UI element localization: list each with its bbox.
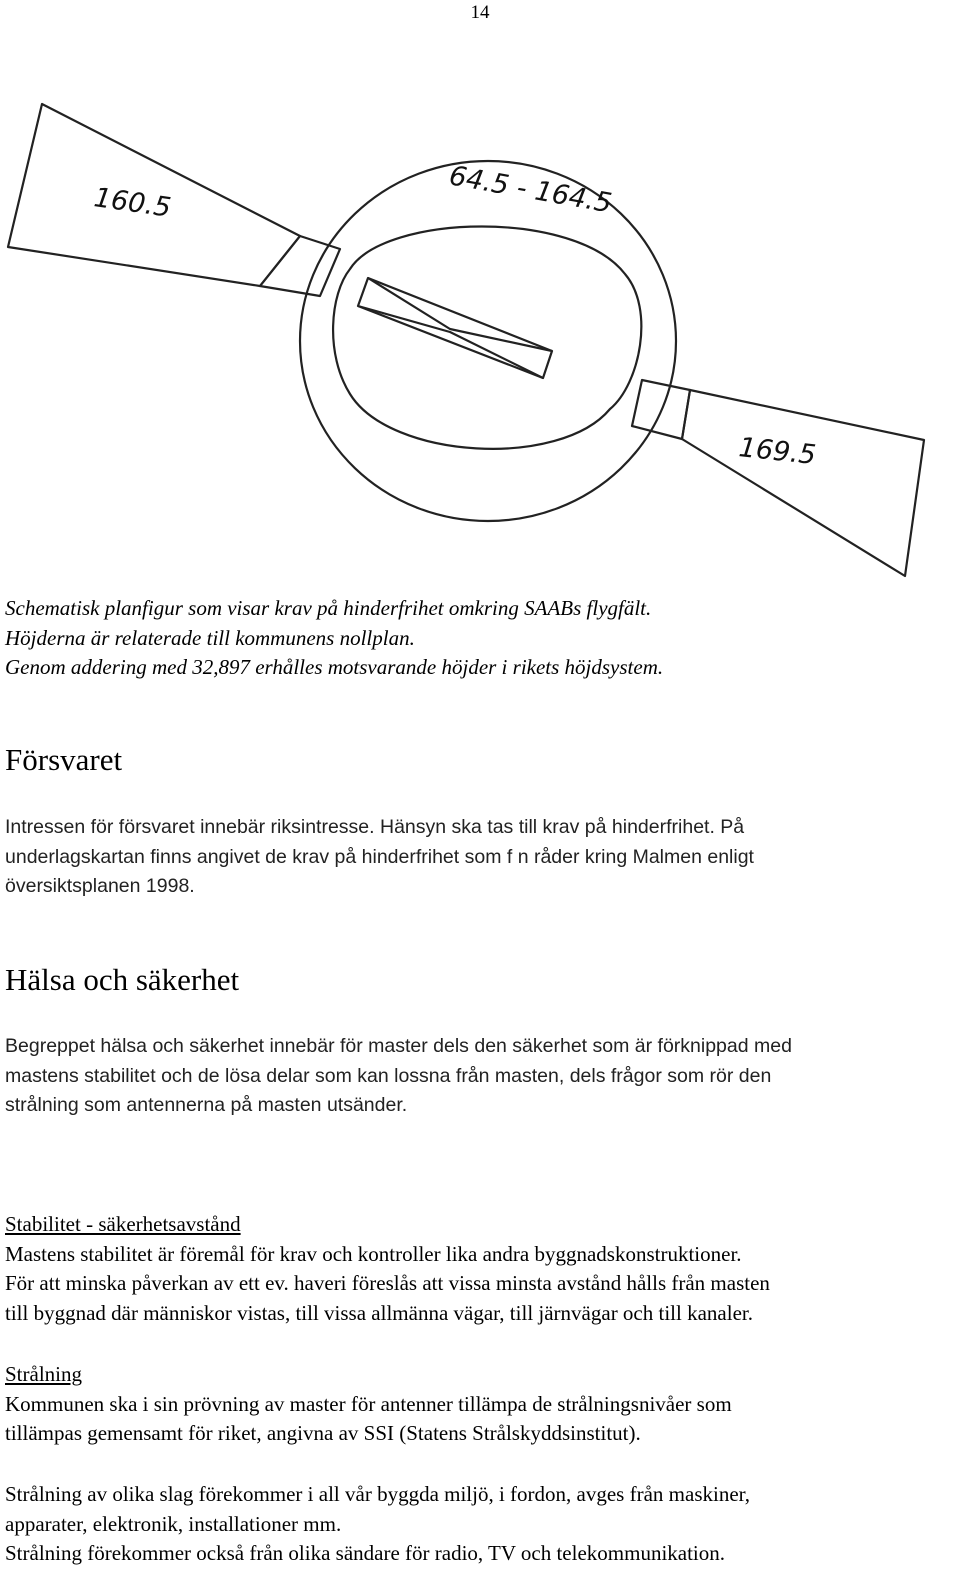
paragraph-line: översiktsplanen 1998. xyxy=(5,875,195,897)
caption-line: Genom addering med 32,897 erhålles motsvarande höjder i rikets höjdsystem. xyxy=(5,655,664,679)
paragraph-line: till byggnad där människor vistas, till vissa allmänna vägar, till järnvägar och till kanaler. xyxy=(5,1300,753,1325)
page-number: 14 xyxy=(470,2,490,23)
paragraph-line: strålning som antennerna på masten utsänder. xyxy=(5,1094,408,1116)
paragraph-line: Kommunen ska i sin prövning av master för antenner tillämpa de strålningsnivåer som xyxy=(5,1391,732,1416)
paragraph-line: Begreppet hälsa och säkerhet innebär för master dels den säkerhet som är förknippad med xyxy=(5,1035,792,1057)
label-right-runway-end: 169.5 xyxy=(737,432,818,472)
caption-line: Höjderna är relaterade till kommunens nollplan. xyxy=(5,625,415,650)
label-left-runway-end: 160.5 xyxy=(92,182,173,224)
stralning-section xyxy=(5,1360,955,1449)
paragraph-line: Mastens stabilitet är föremål för krav och kontroller lika andra byggnadskonstruktioner. xyxy=(5,1241,742,1266)
caption-line: Schematisk planfigur som visar krav på hinderfrihet omkring SAABs flygfält. xyxy=(5,596,652,620)
stabilitet-section xyxy=(5,1210,955,1328)
paragraph-line: Strålning förekommer också från olika sändare för radio, TV och telekommunikation. xyxy=(5,1541,726,1565)
paragraph-line: Intressen för försvaret innebär riksintresse. Hänsyn ska tas till krav på hinderfrihet. På xyxy=(5,816,745,838)
airfield-sketch-svg xyxy=(0,64,960,594)
subheading-stabilitet: Stabilitet - säkerhetsavstånd xyxy=(5,1212,241,1236)
paragraph-line: Strålning av olika slag förekommer i all vår byggda miljö, i fordon, avges från maskiner, xyxy=(5,1482,751,1506)
stralning-paragraph-2 xyxy=(5,1480,955,1569)
heading-halsa: Hälsa och säkerhet xyxy=(5,962,240,997)
halsa-paragraph xyxy=(5,1032,955,1121)
runway xyxy=(358,278,552,378)
forsvaret-paragraph xyxy=(5,813,955,902)
paragraph-line: tillämpas gemensamt för riket, angivna av SSI (Statens Strålskyddsinstitut). xyxy=(5,1421,641,1445)
figure-caption xyxy=(5,594,955,683)
right-approach-zone xyxy=(682,390,924,576)
label-center-circle: 64.5 - 164.5 xyxy=(446,160,614,220)
paragraph-line: mastens stabilitet och de lösa delar som kan lossna från masten, dels frågor som rör den xyxy=(5,1064,772,1087)
paragraph-line: För att minska påverkan av ett ev. haveri föreslås att vissa minsta avstånd hålls från masten xyxy=(5,1271,770,1295)
heading-forsvaret: Försvaret xyxy=(5,742,123,777)
paragraph-line: underlagskartan finns angivet de krav på hinderfrihet som f n råder kring Malmen enligt xyxy=(5,845,754,868)
subheading-stralning: Strålning xyxy=(5,1362,82,1386)
paragraph-line: apparater, elektronik, installationer mm. xyxy=(5,1511,342,1536)
outer-circle xyxy=(300,161,676,521)
airfield-sketch xyxy=(0,64,960,594)
